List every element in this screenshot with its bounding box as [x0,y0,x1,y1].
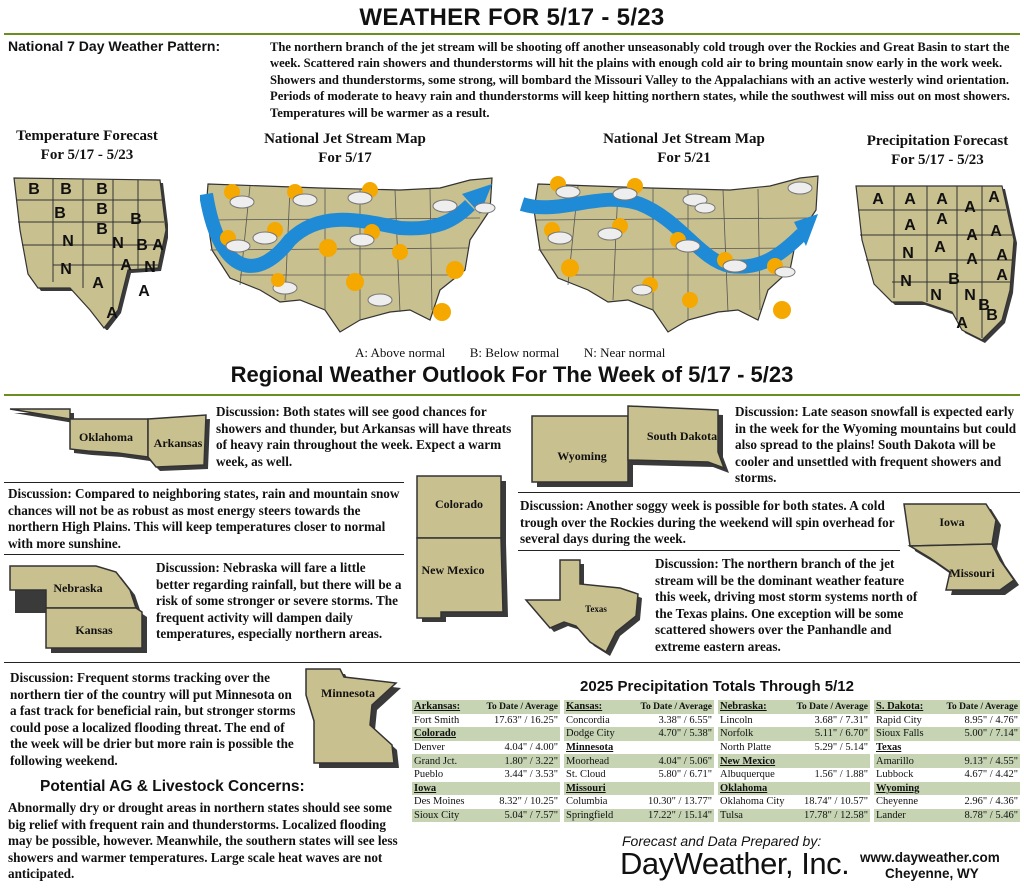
precip-state-heading: Texas [876,742,902,754]
precip-city: Denver [414,742,445,754]
precip-letter: A [990,223,1002,240]
precip-value: 5.00" / 7.14" [933,727,1020,741]
colorado-new-mexico-map [413,472,513,622]
precip-value: 17.78" / 12.58" [790,809,870,823]
precip-city: Albuquerque [720,769,775,781]
precip-state-heading: New Mexico [720,755,776,767]
legend-near: N: Near normal [583,345,666,360]
precip-letter: B [948,271,960,288]
precip-letter: B [986,307,998,324]
precip-value: 8.32" / 10.25" [499,796,558,808]
label-texas: Texas [585,604,607,614]
label-wyoming: Wyoming [557,449,607,463]
temp-letter: B [96,201,108,218]
precip-map-title: Precipitation Forecast For 5/17 - 5/23 [866,133,1009,168]
precip-value: 17.22" / 15.14" [626,809,714,823]
precip-value: 4.70" / 5.38" [626,727,714,741]
precip-value: 9.13" / 4.55" [933,754,1020,768]
ag-title: Potential AG & Livestock Concerns: [40,778,305,795]
precip-city: Dodge City [564,727,626,741]
precip-value: 5.04" / 7.57" [474,809,560,823]
precip-value: 5.11" / 6.70" [790,727,870,741]
precip-city: Concordia [566,714,610,726]
temp-letter: N [144,259,156,276]
temp-letter: A [120,257,132,274]
temp-letter: B [28,181,40,198]
national-text: The northern branch of the jet stream will be shooting off another unseasonably cold trough over the Rockies and Great Basin to start the week. Scattered rain showers and thunderstorms will hit the plains with enough cold air to bring mountain snow early in the work week. Showers and thunderstorms, some strong, will bombard the Missouri Valley to the Appalachians with an active westerly wind orientation. Periods of moderate to heavy rain and thunderstorms will keep hitting northern states, while the southwest will miss out on most showers. Temperatures will be warmer as a result. [270,40,1010,120]
precip-city: Grand Jct. [412,754,474,768]
jet-stream-map-5-21 [520,170,825,340]
precip-state-heading: Minnesota [566,742,614,754]
tx-discussion: Discussion: The northern branch of the jet stream will be the dominant weather feature this week, driving most storm systems north of the Texas plains. One exception will be some scattered showers over the Panhandle and extreme eastern areas. [655,556,918,654]
precip-city: Amarillo [874,754,933,768]
precip-letter: A [872,191,884,208]
precip-letter: N [902,245,914,262]
precip-city: Lubbock [876,769,914,781]
temp-letter: B [130,211,142,228]
precip-value: 1.56" / 1.88" [814,769,868,781]
divider [518,492,1020,493]
temperature-forecast-map [8,170,168,330]
divider [412,662,1020,663]
precip-state-heading: Iowa [414,782,437,794]
map-legend [355,345,665,361]
precip-column-label: To Date / Average [933,700,1020,714]
jet-stream-map-5-17 [200,170,500,340]
temp-map-title: Temperature Forecast For 5/17 - 5/23 [16,128,158,163]
precip-city: Norfolk [718,727,790,741]
legend-below: B: Below normal [469,345,560,360]
oklahoma-arkansas-map [8,405,216,477]
precip-value: 3.38" / 6.55" [658,714,712,726]
precip-state-heading: Nebraska: [720,701,767,713]
ok-ar-discussion: Discussion: Both states will see good chances for showers and thunder, but Arkansas will have threats of heavy rain throughout the week. Expect a warm week, as well. [216,404,512,469]
precip-letter: A [936,211,948,228]
precipitation-forecast-map [852,180,1020,345]
label-nebraska: Nebraska [53,581,103,595]
label-arkansas: Arkansas [153,436,203,450]
divider [4,482,404,483]
precip-city: Lander [874,809,933,823]
prepared-by: Forecast and Data Prepared by: [622,833,822,849]
precip-city: Pueblo [414,769,444,781]
precip-city: North Platte [720,742,772,754]
precip-value: 10.30" / 13.77" [648,796,712,808]
temp-letter: N [112,235,124,252]
precip-value: 5.80" / 6.71" [658,769,712,781]
divider [4,554,404,555]
temp-letter: B [60,181,72,198]
precip-column-label: To Date / Average [626,700,714,714]
precip-city: Des Moines [414,796,465,808]
precip-city: Rapid City [876,714,922,726]
precip-value: 17.63" / 16.25" [494,714,558,726]
precip-letter: A [936,191,948,208]
precip-letter: N [930,287,942,304]
divider [518,550,900,551]
precip-letter: B [978,297,990,314]
label-oklahoma: Oklahoma [78,430,134,444]
precip-value: 18.74" / 10.57" [804,796,868,808]
temp-letter: A [138,283,150,300]
legend-above: A: Above normal [355,345,446,360]
jet2-map-title: National Jet Stream Map For 5/21 [603,131,765,166]
precip-letter: A [988,189,1000,206]
label-colorado: Colorado [435,497,483,511]
precip-value: 4.04" / 4.00" [504,742,558,754]
temp-letter: A [92,275,104,292]
precip-value: 3.68" / 7.31" [814,714,868,726]
precip-state-heading: Colorado [414,728,456,740]
label-south-dakota: South Dakota [646,429,718,443]
precip-city: Fort Smith [414,714,460,726]
precip-column-label: To Date / Average [790,700,870,714]
precip-letter: A [964,199,976,216]
wy-sd-discussion: Discussion: Late season snowfall is expected early in the week for the Wyoming mountains but could also spread to the plains! South Dakota will be cooler and unsettled with frequent showers and storms. [735,404,1017,486]
precip-value: 8.78" / 5.46" [933,809,1020,823]
precip-column [874,700,1020,822]
label-minnesota: Minnesota [321,686,375,700]
temp-letter: A [152,237,164,254]
precip-column [718,700,870,822]
temp-letter: B [96,181,108,198]
label-new-mexico: New Mexico [421,563,485,577]
precip-city: Springfield [564,809,626,823]
precip-city: Sioux City [412,809,474,823]
co-nm-discussion: Discussion: Compared to neighboring states, rain and mountain snow chances will not be as robust as most energy steers towards the northern High Plains. This will keep temperatures closer to normal with more sunshine. [8,486,400,551]
precip-city: Moorhead [564,754,626,768]
precip-value: 5.29" / 5.14" [814,742,868,754]
precip-column-label: To Date / Average [474,700,560,714]
temp-letter: B [54,205,66,222]
precip-city: Tulsa [718,809,790,823]
wyoming-south-dakota-map [528,402,738,492]
precip-value: 4.04" / 5.06" [626,754,714,768]
precip-value: 4.67" / 4.42" [964,769,1018,781]
national-label: National 7 Day Weather Pattern: [8,38,221,54]
regional-rule [4,394,1020,396]
precip-letter: A [996,247,1008,264]
precip-letter: A [934,239,946,256]
precip-state-heading: Arkansas: [414,701,461,713]
regional-title: Regional Weather Outlook For The Week of 5/17 - 5/23 [230,362,794,387]
precip-state-heading: S. Dakota: [876,701,924,713]
precip-letter: N [900,273,912,290]
precip-letter: N [964,287,976,304]
title-rule [4,33,1020,35]
label-iowa: Iowa [939,515,965,529]
precip-letter: A [966,227,978,244]
precip-state-heading: Oklahoma [720,782,768,794]
temp-letter: A [106,305,118,322]
texas-map [520,556,650,656]
precip-letter: A [996,267,1008,284]
precip-letter: A [904,217,916,234]
minnesota-map [300,665,410,770]
nebraska-kansas-map [8,562,154,657]
divider [4,662,412,663]
precip-state-heading: Wyoming [876,782,920,794]
website-url[interactable]: www.dayweather.com [860,850,1000,865]
temp-letter: B [136,237,148,254]
precip-letter: A [956,315,968,332]
precip-letter: A [966,251,978,268]
precip-value: 3.44" / 3.53" [504,769,558,781]
precip-column [412,700,560,822]
precip-city: Columbia [566,796,608,808]
temp-letter: N [60,261,72,278]
temp-letter: N [62,233,74,250]
precip-column [564,700,714,822]
ag-text: Abnormally dry or drought areas in northern states should see some big relief with frequent rain and thunderstorms. Localized flooding may be possible, however. Meanwhile, the southern states will see less showers and warmer temperatures. Large scale heat waves are not anticipated. [8,800,398,882]
precip-value: 2.96" / 4.36" [964,796,1018,808]
ia-mo-discussion: Discussion: Another soggy week is possible for both states. A cold trough over the Rockies during the weekend will spin overhead for several days during the week. [520,498,895,547]
temp-letter: B [96,221,108,238]
ne-ks-discussion: Discussion: Nebraska will fare a little better regarding rainfall, but there will be a risk of some stronger or severe storms. The frequent activity will dampen daily temperatures, especially northern areas. [156,560,402,642]
page-title: WEATHER FOR 5/17 - 5/23 [359,4,665,31]
precip-city: Oklahoma City [720,796,785,808]
location: Cheyenne, WY [885,866,979,881]
precip-table-title: 2025 Precipitation Totals Through 5/12 [580,678,854,695]
precip-state-heading: Kansas: [566,701,603,713]
precip-city: Cheyenne [876,796,918,808]
precip-letter: A [904,191,916,208]
precip-value: 8.95" / 4.76" [964,714,1018,726]
precip-value: 1.80" / 3.22" [474,754,560,768]
precip-city: Sioux Falls [874,727,933,741]
label-kansas: Kansas [75,623,113,637]
label-missouri: Missouri [949,566,995,580]
company-logo: DayWeather, Inc. [620,846,850,881]
precip-city: Lincoln [720,714,753,726]
mn-discussion: Discussion: Frequent storms tracking over the northern tier of the country will put Minnesota on a fast track for beneficial rain, but stronger storms could pose a localized flooding threat. The end of the week will be drier but more rain is possible the following weekend. [10,670,296,768]
precip-state-heading: Missouri [566,782,606,794]
precip-city: St. Cloud [566,769,606,781]
jet1-map-title: National Jet Stream Map For 5/17 [264,131,426,166]
